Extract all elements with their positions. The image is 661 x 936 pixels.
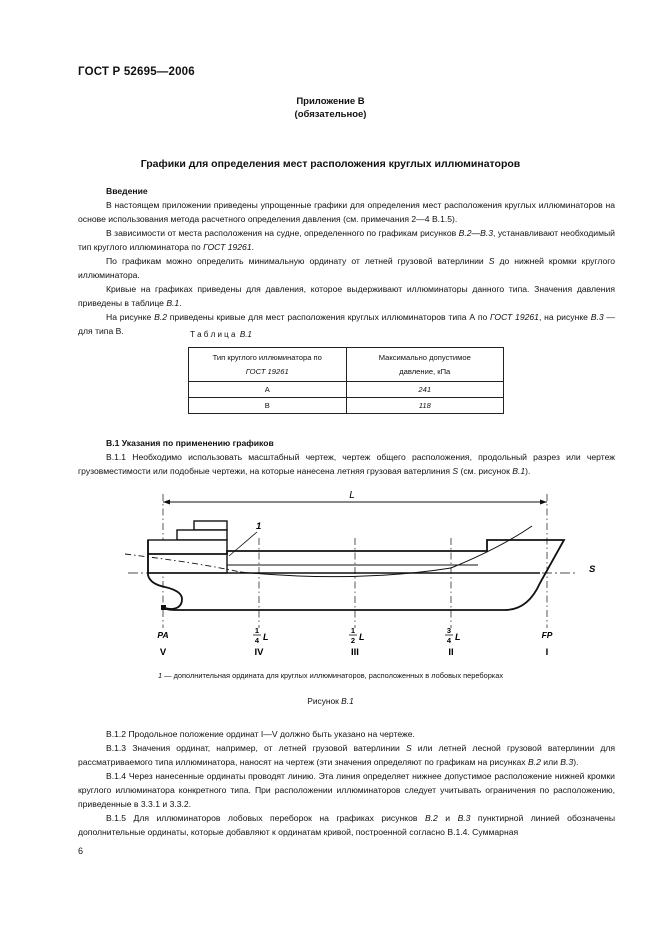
pa-label: PA [157, 630, 169, 640]
waterline-label: S [589, 564, 596, 575]
figure-ship-drawing [0, 488, 661, 663]
b1-continued-block [78, 727, 615, 839]
b1-paragraph-3: В.1.3 Значения ординат, например, от летней грузовой ватерлинии S или летней лесной грузовой ватерлинии для рассматриваемого типа иллюминатора, наносят на чертеж (эти значения определяют по графикам на рисунках В.2 или В.3). [78, 743, 615, 767]
roman-label-i: I [545, 647, 549, 658]
figure-legend: 1 — дополнительная ордината для круглых иллюминаторов, расположенных в лобовых переборках [157, 671, 504, 680]
section-title: Графики для определения мест расположения круглых иллюминаторов [140, 158, 521, 170]
appendix-title: Приложение В [296, 96, 365, 107]
table-cell-type: А [189, 382, 347, 398]
appendix-status: (обязательное) [294, 109, 367, 120]
b1-block [78, 436, 615, 478]
b1-heading: В.1 Указания по применению графиков [106, 438, 274, 448]
intro-paragraph-3: По графикам можно определить минимальную ординату от летней грузовой ватерлинии S до нижней кромки круглого иллюминатора. [78, 256, 615, 280]
svg-text:L: L [263, 632, 269, 642]
intro-heading: Введение [106, 186, 148, 196]
table-cell-pressure: 118 [346, 398, 504, 414]
intro-block [78, 184, 615, 338]
superstructure-mid [177, 530, 227, 540]
b1-paragraph-4: В.1.4 Через нанесенные ординаты проводят линию. Эта линия определяет нижнее допустимое расположение нижней кромки круглого иллюминатора конкретного типа. При расположении иллюминаторов следует учитывать ограничения по расположению, приведенные в 3.3.1 и 3.3.2. [78, 771, 615, 809]
roman-label-iv: IV [254, 647, 264, 658]
fraction-q3 [445, 626, 461, 645]
table-row [189, 398, 504, 414]
b1-paragraph-1: В.1.1 Необходимо использовать масштабный чертеж, чертеж общего расположения, продольный разрез или чертеж грузовместимости или подобные чертежи, на которые нанесена летняя грузовая ватерлиния S (см. рисунок В.1). [78, 452, 615, 476]
fraction-half [349, 626, 365, 645]
intro-paragraph-4: Кривые на графиках приведены для давления, которое выдерживают иллюминаторы данного типа. Значения давления приведены в таблице В.1. [78, 284, 615, 308]
standard-header: ГОСТ Р 52695—2006 [78, 66, 195, 78]
fraction-q1 [253, 626, 269, 645]
svg-text:L: L [359, 632, 365, 642]
roman-labels [160, 647, 548, 658]
table-caption: Т а б л и ц а В.1 [190, 330, 252, 339]
length-label: L [349, 490, 355, 501]
table-header-type: Тип круглого иллюминатора по ГОСТ 19261 [189, 348, 347, 382]
svg-text:4: 4 [446, 636, 452, 645]
page-number: 6 [78, 846, 84, 856]
svg-text:1: 1 [350, 626, 356, 635]
callout-leader [229, 532, 257, 556]
arrowhead-left-icon [163, 500, 170, 505]
table-cell-type: В [189, 398, 347, 414]
superstructure-top [194, 521, 227, 530]
intro-paragraph-1: В настоящем приложении приведены упрощенные графики для определения мест расположения круглых иллюминаторов на основе использования метода расчетного определения давления (см. примечания 2—4 В.1.5). [78, 200, 615, 224]
pressure-table [188, 347, 504, 414]
roman-label-iii: III [351, 647, 359, 658]
rudder-mark [161, 605, 166, 610]
table-header-pressure: Максимально допустимое давление, кПа [346, 348, 504, 382]
poop-deck [148, 540, 227, 573]
svg-text:L: L [455, 632, 461, 642]
table-header-row [189, 348, 504, 382]
svg-text:3: 3 [446, 626, 452, 635]
fp-label: FP [541, 630, 553, 640]
intro-paragraph-5: На рисунке В.2 приведены кривые для мест расположения круглых иллюминаторов типа А по ГОСТ 19261, на рисунке В.3 — для типа В. [78, 312, 616, 336]
table-cell-pressure: 241 [346, 382, 504, 398]
intro-paragraph-2: В зависимости от места расположения на судне, определенного по графикам рисунков В.2—В.3, устанавливают необходимый тип круглого иллюминатора по ГОСТ 19261. [78, 228, 615, 252]
b1-paragraph-2: В.1.2 Продольное положение ординат I—V должно быть указано на чертеже. [106, 729, 415, 739]
figure-caption: Рисунок В.1 [307, 696, 354, 706]
table-row [189, 382, 504, 398]
callout-label: 1 [256, 521, 262, 532]
arrowhead-right-icon [540, 500, 547, 505]
roman-label-v: V [159, 647, 167, 658]
svg-text:2: 2 [350, 636, 356, 645]
b1-paragraph-5: В.1.5 Для иллюминаторов лобовых переборок на графиках рисунков В.2 и В.3 пунктирной линией обозначены дополнительные ординаты, которые добавляют к ординатам кривой, построенной согласно В.1.4. Суммарная [78, 813, 616, 837]
roman-label-ii: II [448, 647, 454, 658]
svg-text:1: 1 [254, 626, 260, 635]
svg-text:4: 4 [254, 636, 260, 645]
